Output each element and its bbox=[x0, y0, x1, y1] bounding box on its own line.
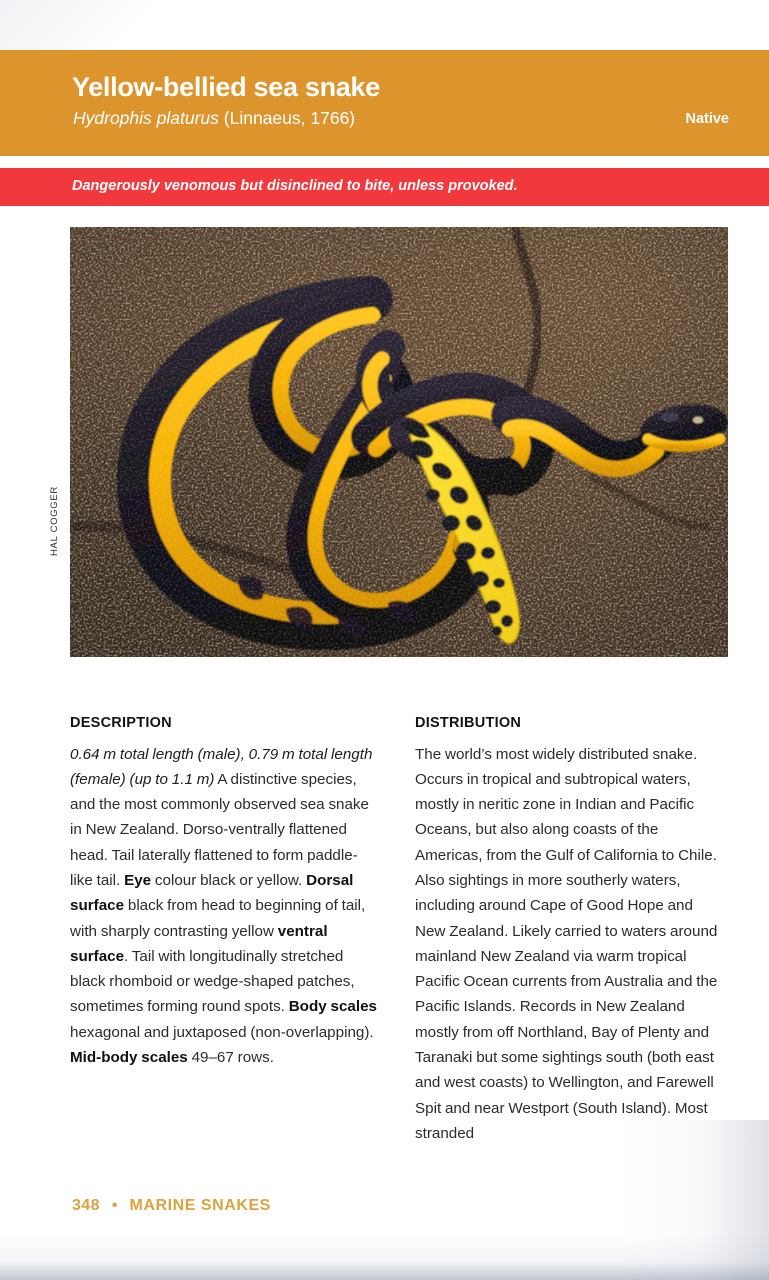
description-rich-text: A distinctive species, and the most commonly observed sea snake in New Zealand. Dorso-ventrally flattened head. Tail laterally flattened to form paddle-like tail. Eye colour black or yellow. Dorsal surface black from head to beginning of tail, with sharply contrasting yellow ventral surface. Tail with longitudinally stretched black rhomboid or wedge-shaped patches, sometimes forming round spots. Body scales hexagonal and juxtaposed (non-overlapping). Mid-body scales 49–67 rows. bbox=[70, 770, 377, 1067]
venom-warning-band bbox=[0, 168, 769, 206]
description-measurement: 0.64 m total length (male), 0.79 m total length (female) (up to 1.1 m) bbox=[70, 745, 373, 788]
scientific-name: Hydrophis platurus bbox=[73, 108, 219, 128]
species-photo-illustration bbox=[70, 227, 728, 657]
photo-credit: HAL COGGER bbox=[49, 486, 60, 556]
species-header-band bbox=[0, 50, 769, 156]
scan-edge-shadow-top bbox=[0, 0, 180, 52]
scientific-name-line bbox=[73, 110, 355, 128]
species-photo bbox=[70, 227, 728, 657]
description-column bbox=[70, 716, 377, 1070]
page-footer bbox=[72, 1198, 271, 1214]
page-title: Yellow-bellied sea snake bbox=[72, 72, 380, 102]
venom-warning-text: Dangerously venomous but disinclined to bite, unless provoked. bbox=[72, 178, 518, 194]
footer-section-name: MARINE SNAKES bbox=[129, 1197, 271, 1214]
scan-edge-shadow-bottom bbox=[0, 1234, 769, 1280]
status-badge: Native bbox=[685, 111, 729, 127]
distribution-column bbox=[415, 716, 722, 1146]
distribution-body: The world’s most widely distributed snake. Occurs in tropical and subtropical waters, mostly in neritic zone in Indian and Pacific Oceans, but also along coasts of the Americas, from the Gulf of California to Chile. Also sightings in more southerly waters, including around Cape of Good Hope and New Zealand. Likely carried to waters around mainland New Zealand via warm tropical Pacific Ocean currents from Australia and the Pacific Islands. Records in New Zealand mostly from off Northland, Bay of Plenty and Taranaki but some sightings south (both east and west coasts) to Wellington, and Farewell Spit and near Westport (South Island). Most stranded bbox=[415, 745, 718, 1142]
description-heading: DESCRIPTION bbox=[70, 715, 172, 731]
description-body bbox=[70, 742, 377, 1071]
page-number: 348 bbox=[72, 1197, 100, 1214]
footer-separator-dot: • bbox=[111, 1197, 118, 1214]
taxonomic-authority: (Linnaeus, 1766) bbox=[223, 108, 356, 128]
distribution-heading: DISTRIBUTION bbox=[415, 715, 522, 731]
species-header-content bbox=[72, 50, 729, 156]
